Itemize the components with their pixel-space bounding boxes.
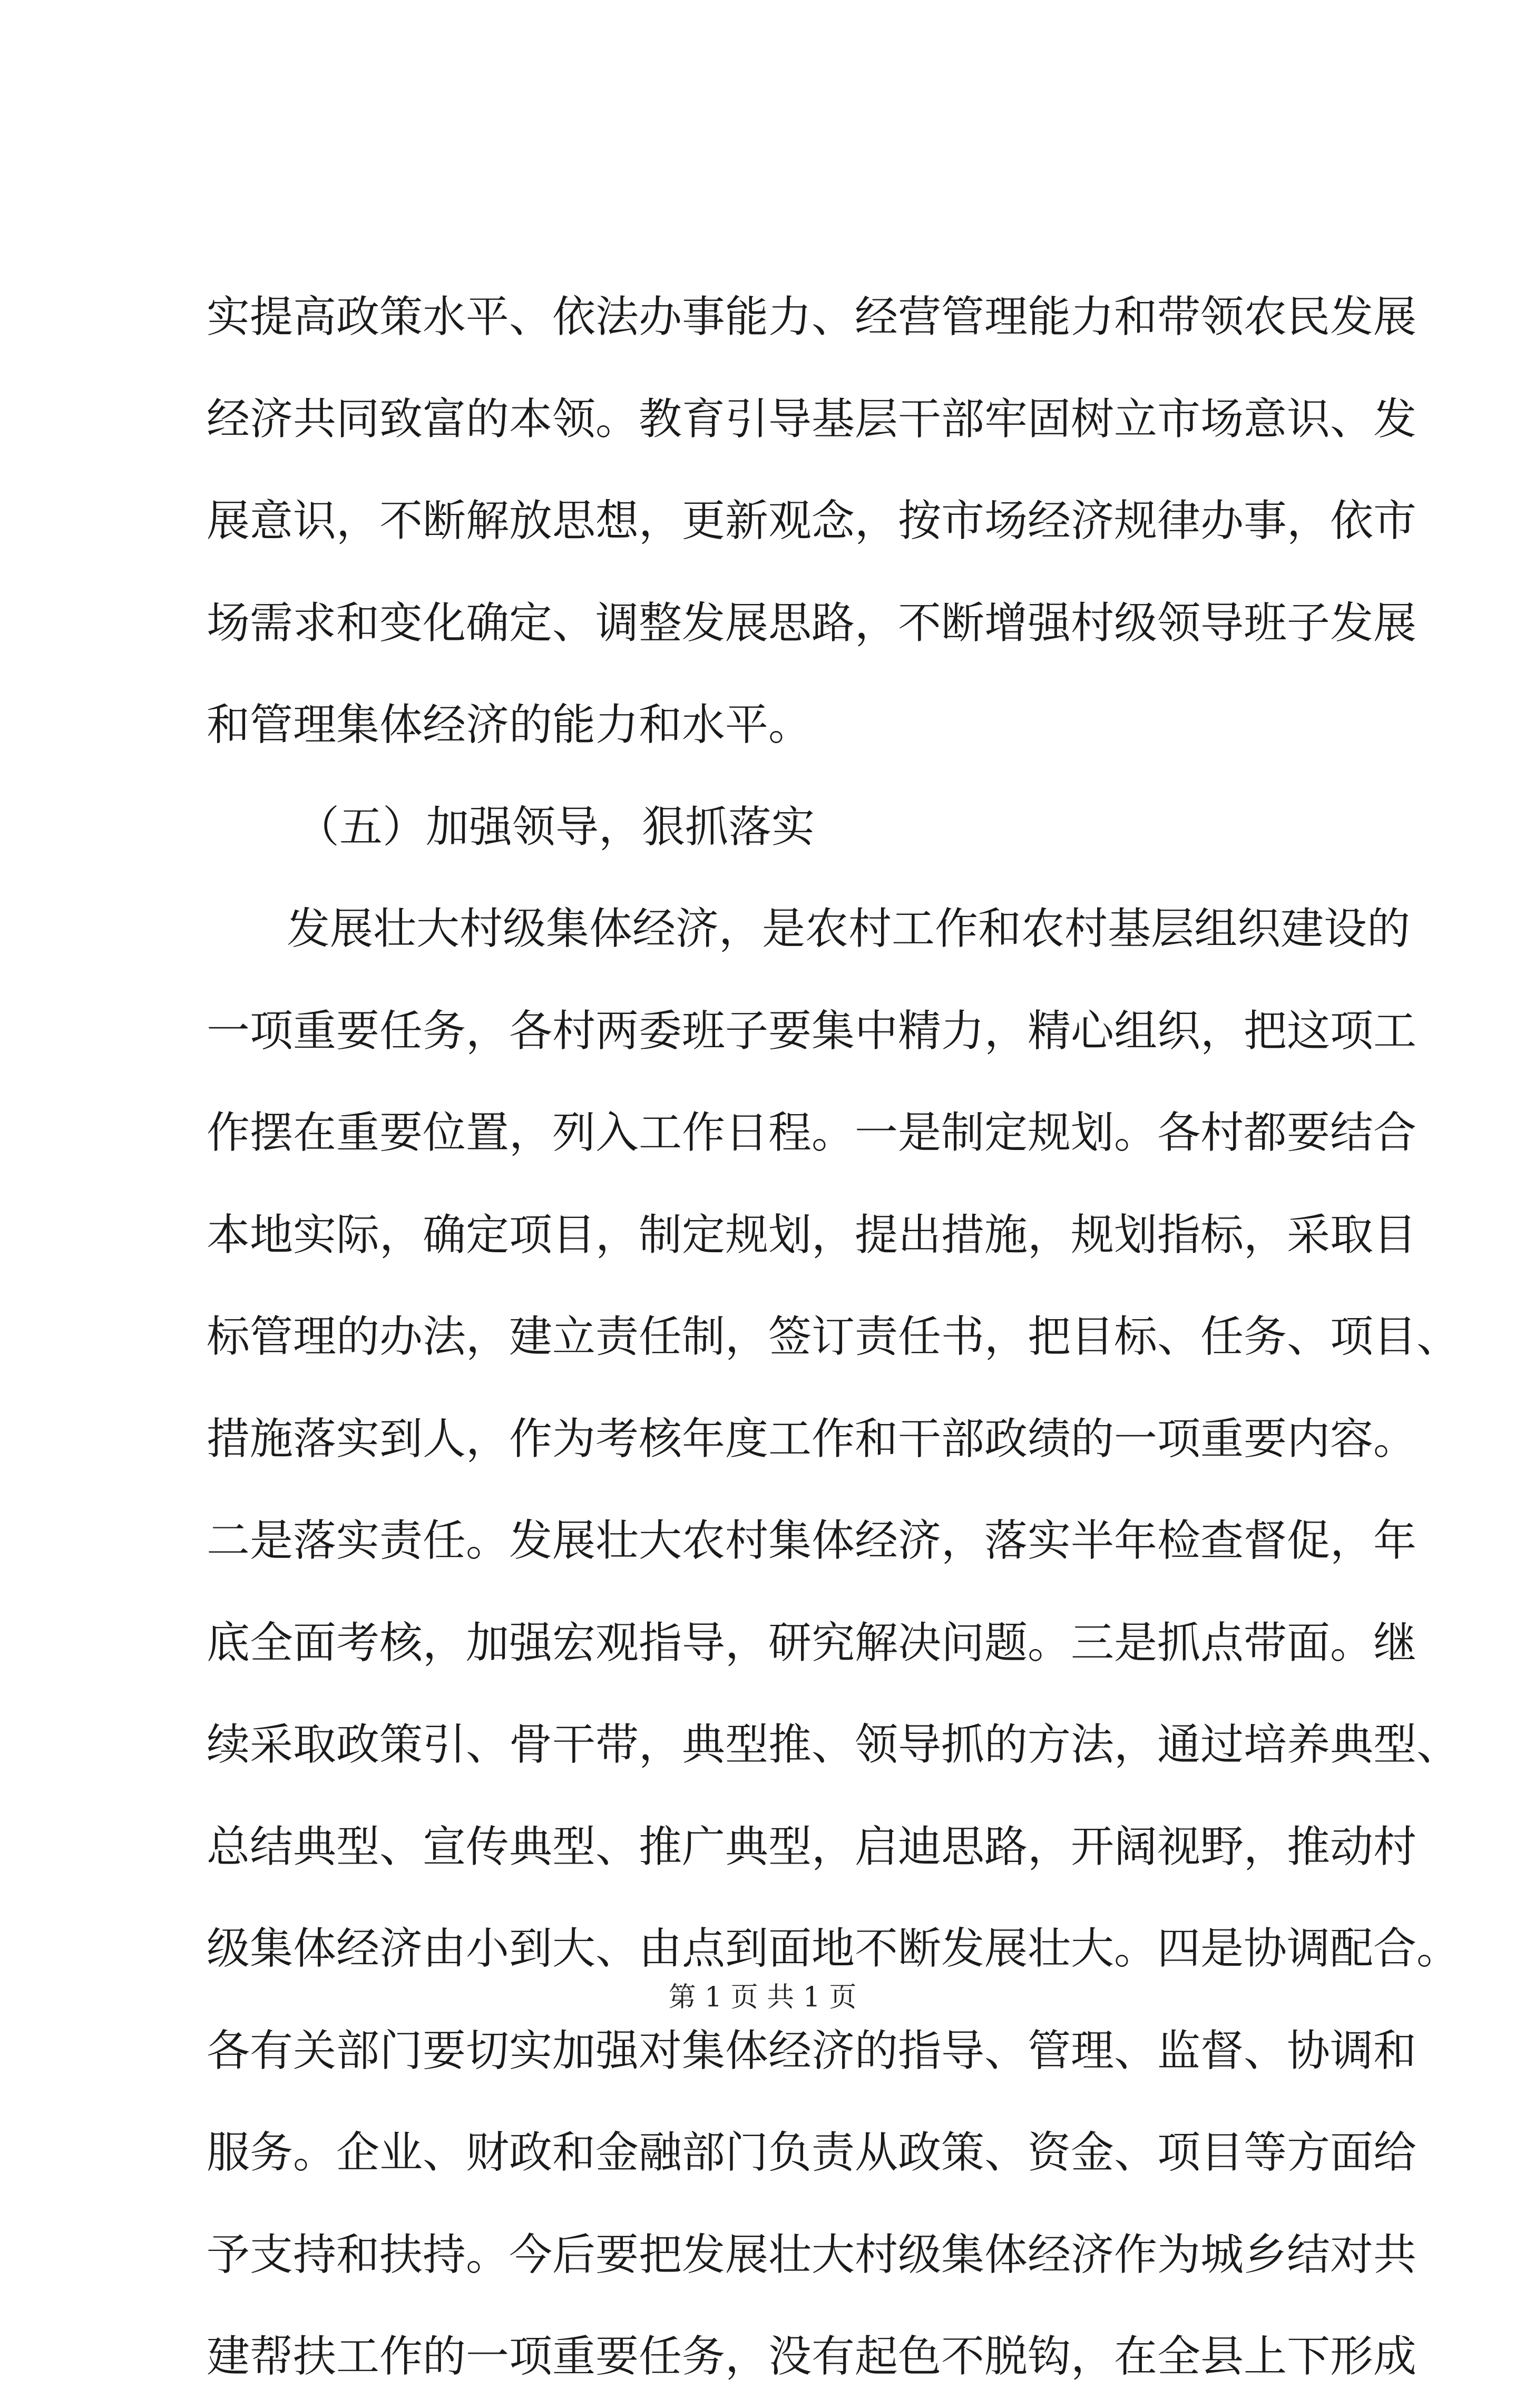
- document-body: [207, 266, 1460, 2408]
- paragraph-line: 本地实际，确定项目，制定规划，提出措施，规划指标，采取目: [207, 1210, 1417, 1260]
- paragraph-line: 标管理的办法，建立责任制，签订责任书，把目标、任务、项目、: [207, 1312, 1460, 1362]
- paragraph-line: 发展壮大村级集体经济，是农村工作和农村基层组织建设的: [287, 904, 1411, 954]
- paragraph-line: 服务。企业、财政和金融部门负责从政策、资金、项目等方面给: [207, 2128, 1417, 2178]
- paragraph-line: 作摆在重要位置，列入工作日程。一是制定规划。各村都要结合: [207, 1108, 1417, 1158]
- paragraph-line: 总结典型、宣传典型、推广典型，启迪思路，开阔视野，推动村: [207, 1821, 1417, 1872]
- paragraph-line: 二是落实责任。发展壮大农村集体经济，落实半年检查督促，年: [207, 1516, 1417, 1566]
- paragraph-line: 建帮扶工作的一项重要任务，没有起色不脱钩，在全县上下形成: [207, 2332, 1417, 2382]
- section-heading: （五）加强领导，狠抓落实: [296, 802, 815, 852]
- paragraph-line: 底全面考核，加强宏观指导，研究解决问题。三是抓点带面。继: [207, 1617, 1417, 1668]
- paragraph-line: 续采取政策引、骨干带，典型推、领导抓的方法，通过培养典型、: [207, 1720, 1460, 1770]
- paragraph-line: 展意识，不断解放思想，更新观念，按市场经济规律办事，依市: [207, 496, 1417, 546]
- paragraph-line: 级集体经济由小到大、由点到面地不断发展壮大。四是协调配合。: [207, 1924, 1460, 1974]
- page-number-footer: 第 1 页 共 1 页: [668, 1982, 857, 2013]
- paragraph-line: 一项重要任务，各村两委班子要集中精力，精心组织，把这项工: [207, 1006, 1417, 1056]
- paragraph-line: 实提高政策水平、依法办事能力、经营管理能力和带领农民发展: [207, 292, 1417, 342]
- paragraph-line: 各有关部门要切实加强对集体经济的指导、管理、监督、协调和: [207, 2025, 1417, 2076]
- paragraph-line: 场需求和变化确定、调整发展思路，不断增强村级领导班子发展: [207, 598, 1417, 648]
- paragraph-line: 和管理集体经济的能力和水平。: [207, 700, 812, 750]
- paragraph-line: 经济共同致富的本领。教育引导基层干部牢固树立市场意识、发: [207, 394, 1417, 444]
- paragraph-line: 措施落实到人，作为考核年度工作和干部政绩的一项重要内容。: [207, 1413, 1417, 1464]
- paragraph-line: 予支持和扶持。今后要把发展壮大村级集体经济作为城乡结对共: [207, 2229, 1417, 2280]
